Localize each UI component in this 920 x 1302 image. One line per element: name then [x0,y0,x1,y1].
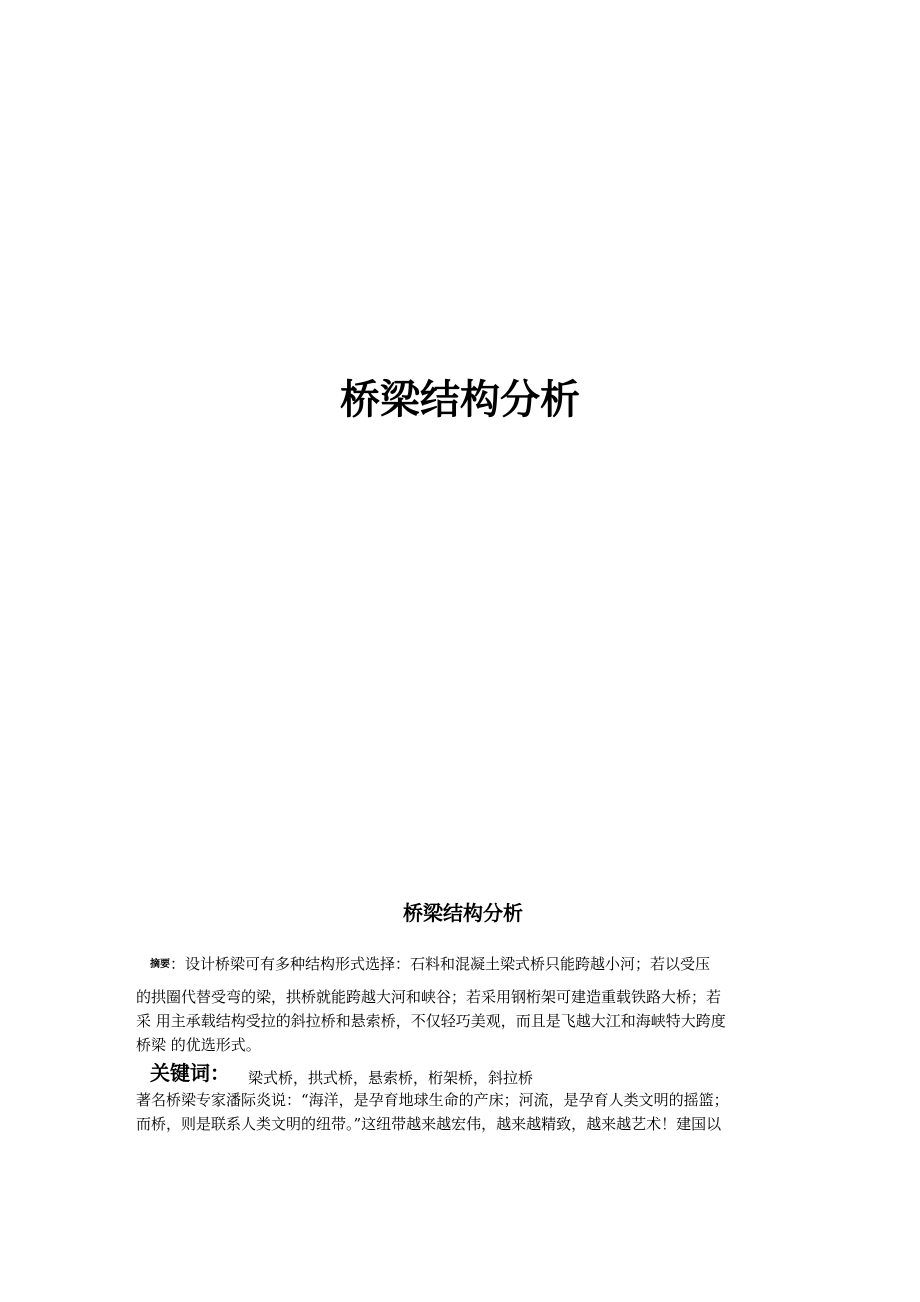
abstract-line-2: 的拱圈代替受弯的梁，拱桥就能跨越大河和峡谷；若采用钢桁架可建造重载铁路大桥；若 [136,988,722,1006]
keywords-text: 梁式桥，拱式桥，悬索桥，桁架桥，斜拉桥 [248,1069,534,1087]
abstract-first-line [150,953,710,976]
abstract-line-4: 桥梁 的优选形式。 [136,1036,261,1054]
keywords-label: 关键词： [150,1061,230,1085]
section-title: 桥梁结构分析 [403,901,523,925]
abstract-line-1: 设计桥梁可有多种结构形式选择：石料和混凝土梁式桥只能跨越小河；若以受压 [185,955,711,973]
abstract-label: 摘要 [150,959,170,970]
body-line-1: 著名桥梁专家潘际炎说：“海洋，是孕育地球生命的产床；河流，是孕育人类文明的摇篮； [136,1091,729,1109]
body-line-2: 而桥，则是联系人类文明的纽带。”这纽带越来越宏伟，越来越精致，越来越艺术！建国以 [136,1115,722,1133]
abstract-line-3: 采 用主承载结构受拉的斜拉桥和悬索桥，不仅轻巧美观，而且是飞越大江和海峡特大跨度 [136,1012,726,1030]
abstract-separator: ： [170,955,186,973]
cover-title: 桥梁结构分析 [340,377,580,423]
keywords-row [150,1060,533,1088]
